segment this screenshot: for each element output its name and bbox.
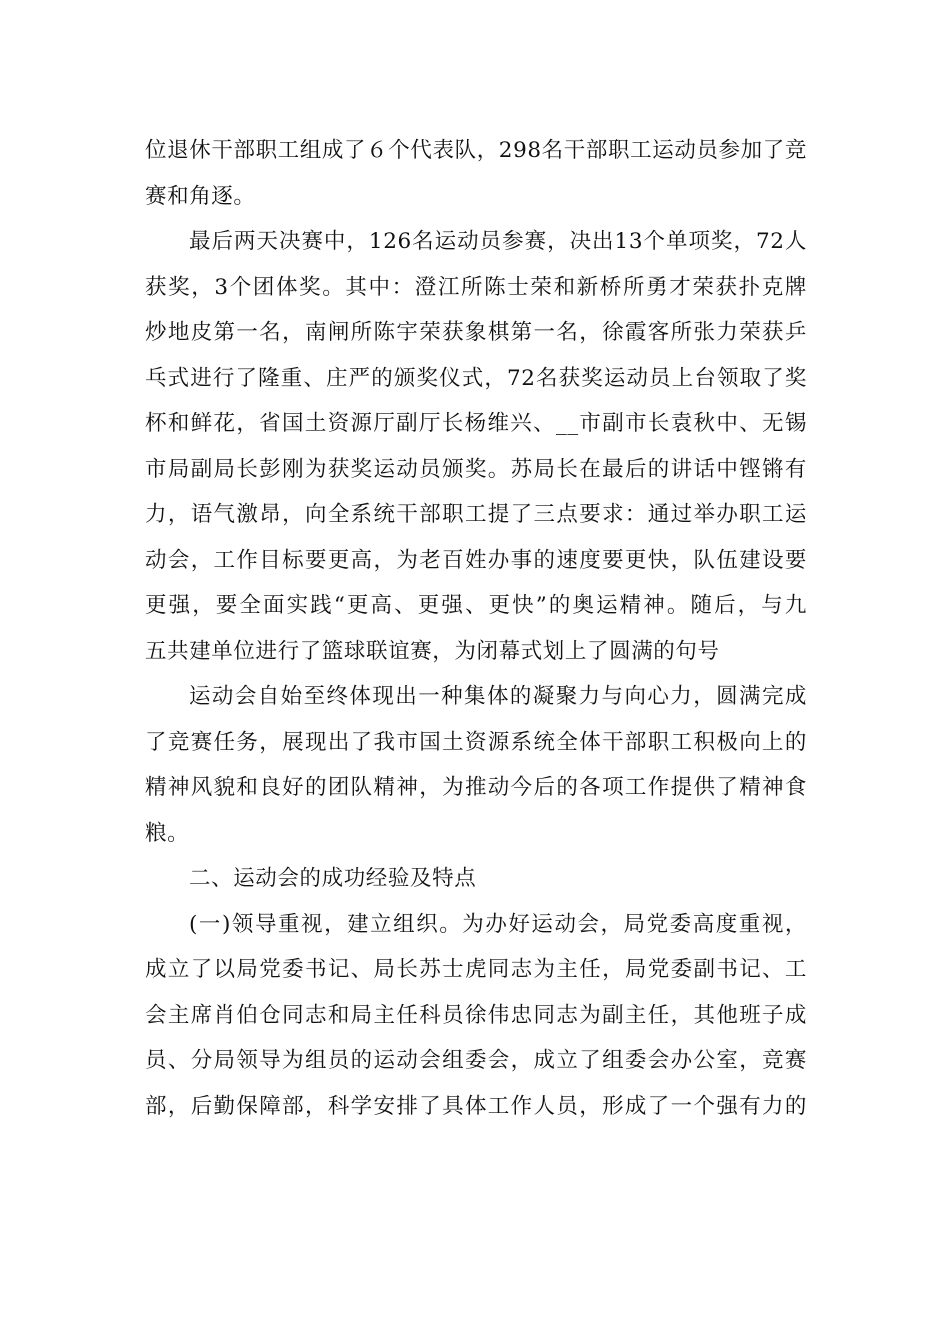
text-line: 运动会自始至终体现出一种集体的凝聚力与向心力，圆满完成 <box>189 684 807 709</box>
text-line: 精神风貌和良好的团队精神，为推动今后的各项工作提供了精神食 <box>145 775 807 800</box>
text-line: 最后两天决赛中，126名运动员参赛，决出13个单项奖，72人 <box>189 229 807 254</box>
text-line: 成立了以局党委书记、局长苏士虎同志为主任，局党委副书记、工 <box>145 957 807 982</box>
document-body <box>145 128 807 1129</box>
paragraph-summary <box>145 674 807 856</box>
paragraph-finals <box>145 219 807 674</box>
paragraph-participants <box>145 128 807 219</box>
text-line: 位退休干部职工组成了６个代表队，298名干部职工运动员参加了竞 <box>145 138 807 163</box>
text-line: 市局副局长彭刚为获奖运动员颁奖。苏局长在最后的讲话中铿锵有 <box>145 456 807 482</box>
section-heading <box>145 856 807 902</box>
text-line: 会主席肖伯仓同志和局主任科员徐伟忠同志为副主任，其他班子成 <box>145 1002 807 1028</box>
text-line: 赛和角逐。 <box>145 183 256 209</box>
text-line: 乓式进行了隆重、庄严的颁奖仪式，72名获奖运动员上台领取了奖 <box>145 365 807 391</box>
text-line: 部，后勤保障部，科学安排了具体工作人员，形成了一个强有力的 <box>145 1093 807 1119</box>
text-line: 获奖，3个团体奖。其中：澄江所陈士荣和新桥所勇才荣获扑克牌 <box>145 274 807 300</box>
text-line: 员、分局领导为组员的运动会组委会，成立了组委会办公室，竞赛 <box>145 1048 807 1073</box>
text-line: 力，语气激昂，向全系统干部职工提了三点要求：通过举办职工运 <box>145 502 807 527</box>
text-line: 更强，要全面实践“更高、更强、更快”的奥运精神。随后，与九 <box>145 593 807 618</box>
text-line: 炒地皮第一名，南闸所陈宇荣获象棋第一名，徐霞客所张力荣获乒 <box>145 320 807 345</box>
text-line: 粮。 <box>145 820 190 846</box>
paragraph-leadership <box>145 902 807 1130</box>
text-line: 了竞赛任务，展现出了我市国土资源系统全体干部职工积极向上的 <box>145 729 807 755</box>
text-line: 杯和鲜花，省国土资源厅副厅长杨维兴、__市副市长袁秋中、无锡 <box>145 411 807 436</box>
heading-experience: 二、运动会的成功经验及特点 <box>189 866 477 891</box>
text-line: 五共建单位进行了篮球联谊赛，为闭幕式划上了圆满的句号 <box>145 638 720 664</box>
text-line: (一)领导重视，建立组织。为办好运动会，局党委高度重视， <box>189 911 807 937</box>
text-line: 动会，工作目标要更高，为老百姓办事的速度要更快，队伍建设要 <box>145 547 807 573</box>
